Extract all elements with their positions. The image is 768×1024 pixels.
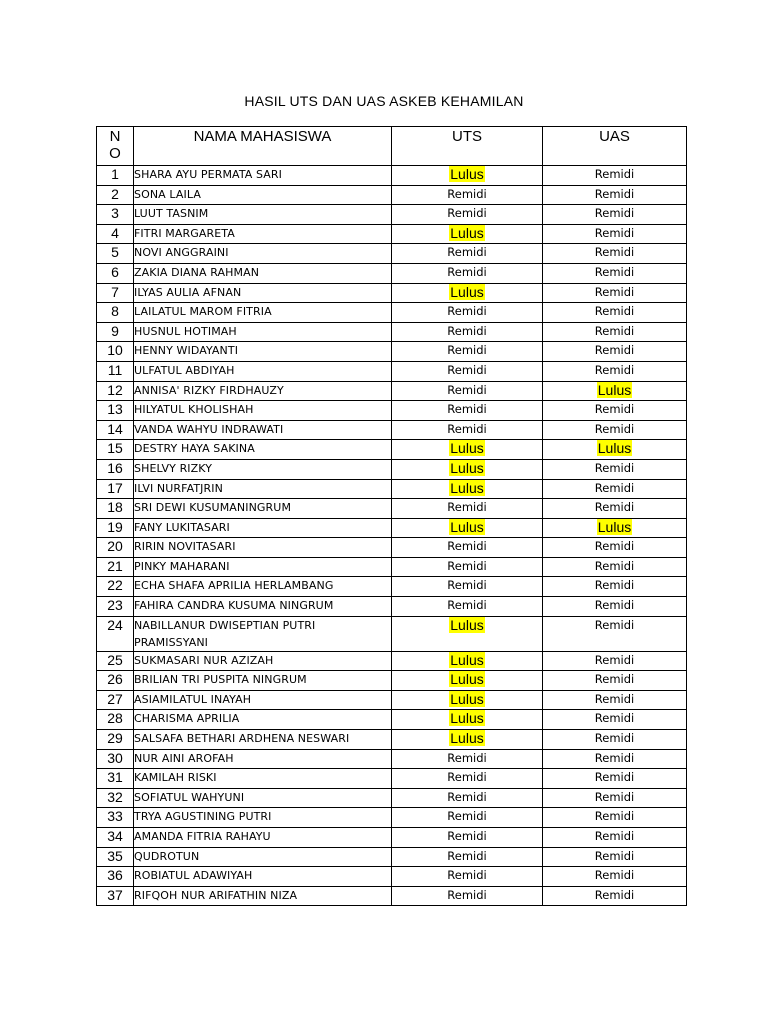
row-number: 36 xyxy=(97,867,134,887)
row-number: 31 xyxy=(97,769,134,789)
table-row xyxy=(97,479,687,499)
uas-result-highlight: Lulus xyxy=(597,381,632,398)
student-name: LUUT TASNIM xyxy=(134,205,392,225)
student-name: RIFQOH NUR ARIFATHIN NIZA xyxy=(134,886,392,906)
student-name: NUR AINI AROFAH xyxy=(134,749,392,769)
student-name: SHARA AYU PERMATA SARI xyxy=(134,166,392,186)
student-name: FITRI MARGARETA xyxy=(134,224,392,244)
row-number: 30 xyxy=(97,749,134,769)
uts-result: Remidi xyxy=(392,538,543,558)
uas-result: Remidi xyxy=(543,867,687,887)
table-row xyxy=(97,769,687,789)
student-name: SRI DEWI KUSUMANINGRUM xyxy=(134,499,392,519)
row-number: 28 xyxy=(97,710,134,730)
uts-result xyxy=(392,651,543,671)
row-number: 7 xyxy=(97,283,134,303)
row-number: 3 xyxy=(97,205,134,225)
student-name: SALSAFA BETHARI ARDHENA NESWARI xyxy=(134,730,392,750)
uas-result: Remidi xyxy=(543,401,687,421)
uts-result xyxy=(392,166,543,186)
uts-result-highlight: Lulus xyxy=(450,616,484,633)
uts-result xyxy=(392,459,543,479)
student-name: TRYA AGUSTINING PUTRI xyxy=(134,808,392,828)
uts-result-highlight: Lulus xyxy=(450,479,484,496)
uts-result: Remidi xyxy=(392,381,543,401)
uts-result-highlight: Lulus xyxy=(450,518,484,535)
row-number: 25 xyxy=(97,651,134,671)
uas-result: Remidi xyxy=(543,322,687,342)
uas-result: Remidi xyxy=(543,808,687,828)
table-row xyxy=(97,381,687,401)
table-row xyxy=(97,166,687,186)
row-number: 14 xyxy=(97,420,134,440)
table-row xyxy=(97,361,687,381)
uts-result-highlight: Lulus xyxy=(450,730,484,747)
student-name: NOVI ANGGRAINI xyxy=(134,244,392,264)
student-name: PINKY MAHARANI xyxy=(134,557,392,577)
student-name: ANNISA' RIZKY FIRDHAUZY xyxy=(134,381,392,401)
table-row xyxy=(97,244,687,264)
table-row xyxy=(97,808,687,828)
header-row xyxy=(97,127,687,166)
uts-result xyxy=(392,730,543,750)
uts-result: Remidi xyxy=(392,749,543,769)
row-number: 21 xyxy=(97,557,134,577)
uas-result: Remidi xyxy=(543,244,687,264)
table-row xyxy=(97,499,687,519)
row-number: 26 xyxy=(97,671,134,691)
uas-result: Remidi xyxy=(543,886,687,906)
table-row xyxy=(97,557,687,577)
uts-result: Remidi xyxy=(392,886,543,906)
student-name: DESTRY HAYA SAKINA xyxy=(134,440,392,460)
student-name: CHARISMA APRILIA xyxy=(134,710,392,730)
table-row xyxy=(97,828,687,848)
uts-result: Remidi xyxy=(392,322,543,342)
student-name: NABILLANUR DWISEPTIAN PUTRI PRAMISSYANI xyxy=(134,616,392,651)
uts-result-highlight: Lulus xyxy=(450,440,484,457)
uas-result: Remidi xyxy=(543,538,687,558)
uts-result-highlight: Lulus xyxy=(450,690,484,707)
uts-result: Remidi xyxy=(392,808,543,828)
table-row xyxy=(97,283,687,303)
student-name: HUSNUL HOTIMAH xyxy=(134,322,392,342)
uts-result: Remidi xyxy=(392,303,543,323)
row-number: 27 xyxy=(97,690,134,710)
student-name: SONA LAILA xyxy=(134,185,392,205)
uas-result: Remidi xyxy=(543,828,687,848)
uas-result: Remidi xyxy=(543,616,687,651)
uts-result: Remidi xyxy=(392,342,543,362)
row-number: 35 xyxy=(97,847,134,867)
uts-result: Remidi xyxy=(392,867,543,887)
row-number: 17 xyxy=(97,479,134,499)
uas-result: Remidi xyxy=(543,205,687,225)
uts-result: Remidi xyxy=(392,401,543,421)
uts-result-highlight: Lulus xyxy=(450,283,484,300)
student-name: SHELVY RIZKY xyxy=(134,459,392,479)
student-name: SOFIATUL WAHYUNI xyxy=(134,788,392,808)
row-number: 19 xyxy=(97,518,134,538)
table-row xyxy=(97,518,687,538)
row-number: 6 xyxy=(97,263,134,283)
uts-result xyxy=(392,224,543,244)
uts-result xyxy=(392,616,543,651)
student-name: SUKMASARI NUR AZIZAH xyxy=(134,651,392,671)
row-number: 29 xyxy=(97,730,134,750)
table-row xyxy=(97,342,687,362)
uts-result: Remidi xyxy=(392,420,543,440)
row-number: 20 xyxy=(97,538,134,558)
row-number: 10 xyxy=(97,342,134,362)
row-number: 33 xyxy=(97,808,134,828)
uas-result: Remidi xyxy=(543,459,687,479)
student-name: ILYAS AULIA AFNAN xyxy=(134,283,392,303)
student-name: FANY LUKITASARI xyxy=(134,518,392,538)
row-number: 11 xyxy=(97,361,134,381)
header-uas: UAS xyxy=(543,127,687,166)
table-row xyxy=(97,597,687,617)
student-name: AMANDA FITRIA RAHAYU xyxy=(134,828,392,848)
uts-result: Remidi xyxy=(392,361,543,381)
row-number: 1 xyxy=(97,166,134,186)
table-row xyxy=(97,651,687,671)
uts-result-highlight: Lulus xyxy=(450,710,484,727)
table-row xyxy=(97,847,687,867)
uas-result: Remidi xyxy=(543,420,687,440)
uts-result: Remidi xyxy=(392,205,543,225)
uts-result: Remidi xyxy=(392,557,543,577)
student-name: VANDA WAHYU INDRAWATI xyxy=(134,420,392,440)
uas-result: Remidi xyxy=(543,224,687,244)
uts-result-highlight: Lulus xyxy=(450,671,484,688)
uas-result-highlight: Lulus xyxy=(597,518,632,535)
table-row xyxy=(97,710,687,730)
student-name: RIRIN NOVITASARI xyxy=(134,538,392,558)
uts-result xyxy=(392,283,543,303)
student-name: ECHA SHAFA APRILIA HERLAMBANG xyxy=(134,577,392,597)
uts-result: Remidi xyxy=(392,597,543,617)
table-row xyxy=(97,185,687,205)
uas-result xyxy=(543,440,687,460)
uas-result: Remidi xyxy=(543,303,687,323)
uts-result xyxy=(392,671,543,691)
table-row xyxy=(97,671,687,691)
uas-result: Remidi xyxy=(543,557,687,577)
uts-result: Remidi xyxy=(392,769,543,789)
table-row xyxy=(97,303,687,323)
table-row xyxy=(97,420,687,440)
uas-result: Remidi xyxy=(543,749,687,769)
table-row xyxy=(97,577,687,597)
row-number: 22 xyxy=(97,577,134,597)
uas-result: Remidi xyxy=(543,499,687,519)
table-row xyxy=(97,459,687,479)
table-row xyxy=(97,886,687,906)
uas-result: Remidi xyxy=(543,769,687,789)
student-name: ASIAMILATUL INAYAH xyxy=(134,690,392,710)
row-number: 24 xyxy=(97,616,134,651)
row-number: 4 xyxy=(97,224,134,244)
student-name: ULFATUL ABDIYAH xyxy=(134,361,392,381)
student-name: LAILATUL MAROM FITRIA xyxy=(134,303,392,323)
student-name: FAHIRA CANDRA KUSUMA NINGRUM xyxy=(134,597,392,617)
table-row xyxy=(97,538,687,558)
uts-result: Remidi xyxy=(392,244,543,264)
header-no-label: N O xyxy=(109,128,121,162)
row-number: 5 xyxy=(97,244,134,264)
uas-result: Remidi xyxy=(543,263,687,283)
uts-result xyxy=(392,440,543,460)
table-row xyxy=(97,867,687,887)
student-name: KAMILAH RISKI xyxy=(134,769,392,789)
student-name: ROBIATUL ADAWIYAH xyxy=(134,867,392,887)
uts-result: Remidi xyxy=(392,577,543,597)
row-number: 15 xyxy=(97,440,134,460)
uts-result: Remidi xyxy=(392,185,543,205)
uas-result xyxy=(543,518,687,538)
row-number: 32 xyxy=(97,788,134,808)
table-row xyxy=(97,263,687,283)
uas-result: Remidi xyxy=(543,283,687,303)
uas-result: Remidi xyxy=(543,479,687,499)
header-nama: NAMA MAHASISWA xyxy=(134,127,392,166)
uts-result-highlight: Lulus xyxy=(450,651,484,668)
uas-result: Remidi xyxy=(543,788,687,808)
table-row xyxy=(97,690,687,710)
row-number: 16 xyxy=(97,459,134,479)
table-row xyxy=(97,749,687,769)
header-no xyxy=(97,127,134,166)
row-number: 13 xyxy=(97,401,134,421)
row-number: 2 xyxy=(97,185,134,205)
table-row xyxy=(97,788,687,808)
uts-result-highlight: Lulus xyxy=(450,166,484,182)
table-row xyxy=(97,401,687,421)
uts-result xyxy=(392,710,543,730)
uas-result: Remidi xyxy=(543,342,687,362)
student-name: ILVI NURFATJRIN xyxy=(134,479,392,499)
uts-result-highlight: Lulus xyxy=(450,224,484,241)
uas-result: Remidi xyxy=(543,847,687,867)
uas-result: Remidi xyxy=(543,166,687,186)
student-name: HENNY WIDAYANTI xyxy=(134,342,392,362)
uts-result: Remidi xyxy=(392,788,543,808)
student-name: ZAKIA DIANA RAHMAN xyxy=(134,263,392,283)
uas-result: Remidi xyxy=(543,361,687,381)
student-name: BRILIAN TRI PUSPITA NINGRUM xyxy=(134,671,392,691)
row-number: 34 xyxy=(97,828,134,848)
row-number: 9 xyxy=(97,322,134,342)
row-number: 37 xyxy=(97,886,134,906)
table-row xyxy=(97,322,687,342)
uts-result: Remidi xyxy=(392,828,543,848)
document-title: HASIL UTS DAN UAS ASKEB KEHAMILAN xyxy=(244,93,524,109)
uts-result: Remidi xyxy=(392,499,543,519)
table-row xyxy=(97,616,687,651)
uts-result: Remidi xyxy=(392,263,543,283)
uas-result: Remidi xyxy=(543,730,687,750)
row-number: 8 xyxy=(97,303,134,323)
results-table xyxy=(96,126,687,906)
uts-result xyxy=(392,690,543,710)
row-number: 12 xyxy=(97,381,134,401)
row-number: 18 xyxy=(97,499,134,519)
uas-result: Remidi xyxy=(543,651,687,671)
student-name: QUDROTUN xyxy=(134,847,392,867)
uas-result: Remidi xyxy=(543,671,687,691)
row-number: 23 xyxy=(97,597,134,617)
uas-result: Remidi xyxy=(543,690,687,710)
uas-result: Remidi xyxy=(543,185,687,205)
table-row xyxy=(97,730,687,750)
table-row xyxy=(97,224,687,244)
uas-result: Remidi xyxy=(543,597,687,617)
table-row xyxy=(97,205,687,225)
uts-result-highlight: Lulus xyxy=(450,459,484,476)
table-row xyxy=(97,440,687,460)
uas-result: Remidi xyxy=(543,710,687,730)
uas-result xyxy=(543,381,687,401)
uts-result xyxy=(392,479,543,499)
uas-result-highlight: Lulus xyxy=(597,440,632,457)
uas-result: Remidi xyxy=(543,577,687,597)
student-name: HILYATUL KHOLISHAH xyxy=(134,401,392,421)
uts-result: Remidi xyxy=(392,847,543,867)
header-uts: UTS xyxy=(392,127,543,166)
uts-result xyxy=(392,518,543,538)
